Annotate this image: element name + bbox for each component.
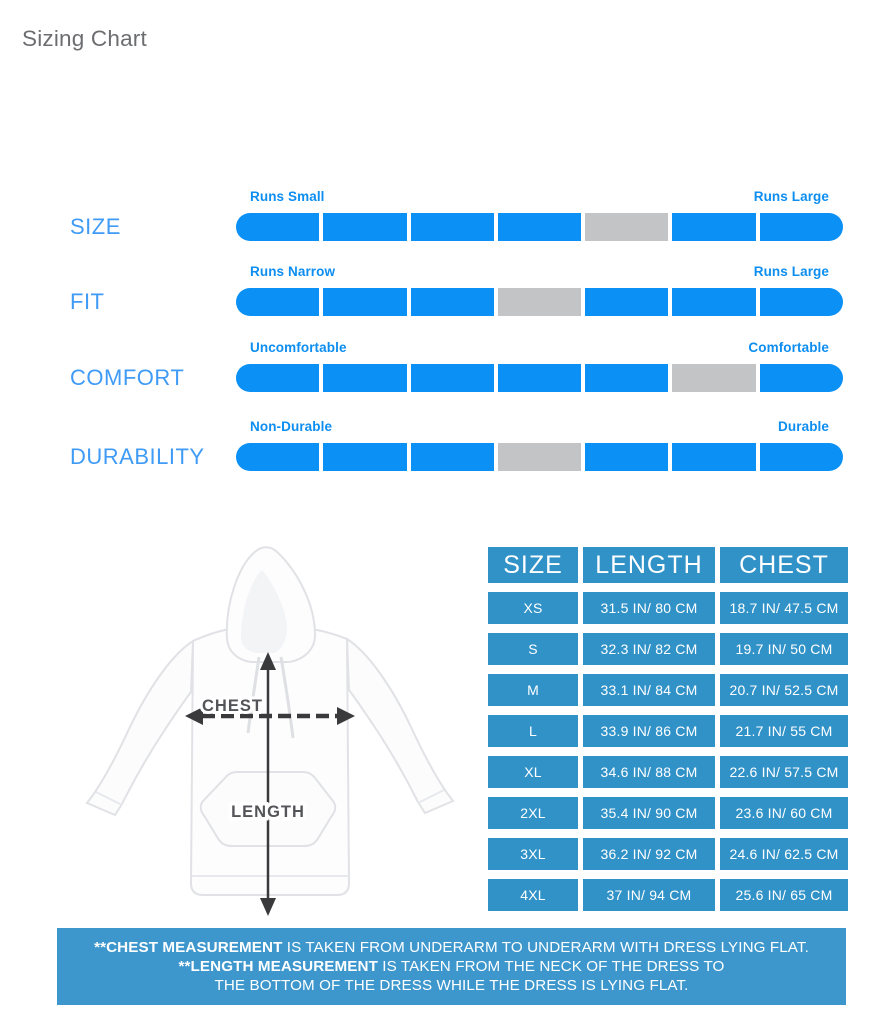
size-table-header-size: SIZE (488, 547, 578, 583)
fit-bar-endpoint-labels (236, 264, 843, 279)
size-table-header-chest: CHEST (720, 547, 848, 583)
table-cell-length: 36.2 IN/ 92 CM (583, 838, 715, 870)
table-cell-length: 34.6 IN/ 88 CM (583, 756, 715, 788)
length-measure-label: LENGTH (231, 803, 305, 821)
page-title: Sizing Chart (22, 26, 147, 51)
table-cell-size: L (488, 715, 578, 747)
footnote-line-3: THE BOTTOM OF THE DRESS WHILE THE DRESS IS LYING FLAT. (214, 977, 689, 994)
comfort-rating-bar-group (236, 340, 843, 392)
footnote-line-2: **LENGTH MEASUREMENT IS TAKEN FROM THE NECK OF THE DRESS TO (178, 958, 725, 975)
table-cell-length: 37 IN/ 94 CM (583, 879, 715, 911)
hoodie-dress-image (75, 545, 475, 925)
comfort-bar-left-label: Uncomfortable (250, 340, 347, 355)
comfort-rating-bar (236, 364, 843, 392)
table-cell-length: 32.3 IN/ 82 CM (583, 633, 715, 665)
table-cell-size: M (488, 674, 578, 706)
durability-bar-right-label: Durable (778, 419, 829, 434)
table-cell-size: XS (488, 592, 578, 624)
table-cell-length: 31.5 IN/ 80 CM (583, 592, 715, 624)
durability-bar-endpoint-labels (236, 419, 843, 434)
size-bar-endpoint-labels (236, 189, 843, 204)
chest-measure-label: CHEST (202, 697, 263, 715)
fit-bar-left-label: Runs Narrow (250, 264, 336, 279)
footnote-line-1: **CHEST MEASUREMENT IS TAKEN FROM UNDERARM TO UNDERARM WITH DRESS LYING FLAT. (94, 939, 809, 956)
fit-bar-right-label: Runs Large (753, 264, 829, 279)
table-cell-size: 3XL (488, 838, 578, 870)
table-cell-chest: 19.7 IN/ 50 CM (720, 633, 848, 665)
table-cell-size: 2XL (488, 797, 578, 829)
table-cell-chest: 20.7 IN/ 52.5 CM (720, 674, 848, 706)
measurement-footnote (57, 928, 846, 1005)
table-cell-chest: 23.6 IN/ 60 CM (720, 797, 848, 829)
table-cell-size: XL (488, 756, 578, 788)
size-category-label: SIZE (70, 214, 121, 239)
table-cell-chest: 25.6 IN/ 65 CM (720, 879, 848, 911)
size-rating-bar-group (236, 189, 843, 241)
table-cell-chest: 18.7 IN/ 47.5 CM (720, 592, 848, 624)
hoodie-left-sleeve (87, 641, 193, 815)
size-table-header-length: LENGTH (583, 547, 715, 583)
durability-category-label: DURABILITY (70, 444, 205, 469)
hoodie-right-sleeve (347, 639, 453, 813)
table-cell-chest: 22.6 IN/ 57.5 CM (720, 756, 848, 788)
size-bar-left-label: Runs Small (250, 189, 325, 204)
size-table (488, 547, 848, 911)
comfort-category-label: COMFORT (70, 365, 185, 390)
durability-bar-left-label: Non-Durable (250, 419, 333, 434)
table-cell-size: S (488, 633, 578, 665)
durability-rating-bar (236, 443, 843, 471)
fit-rating-bar-group (236, 264, 843, 316)
hoodie-measurement-diagram (75, 545, 475, 925)
fit-category-label: FIT (70, 289, 105, 314)
comfort-bar-endpoint-labels (236, 340, 843, 355)
table-cell-length: 33.1 IN/ 84 CM (583, 674, 715, 706)
table-cell-length: 35.4 IN/ 90 CM (583, 797, 715, 829)
table-cell-chest: 24.6 IN/ 62.5 CM (720, 838, 848, 870)
table-cell-size: 4XL (488, 879, 578, 911)
comfort-bar-right-label: Comfortable (748, 340, 829, 355)
table-cell-chest: 21.7 IN/ 55 CM (720, 715, 848, 747)
size-bar-right-label: Runs Large (753, 189, 829, 204)
table-cell-length: 33.9 IN/ 86 CM (583, 715, 715, 747)
fit-rating-bar (236, 288, 843, 316)
size-rating-bar (236, 213, 843, 241)
durability-rating-bar-group (236, 419, 843, 471)
